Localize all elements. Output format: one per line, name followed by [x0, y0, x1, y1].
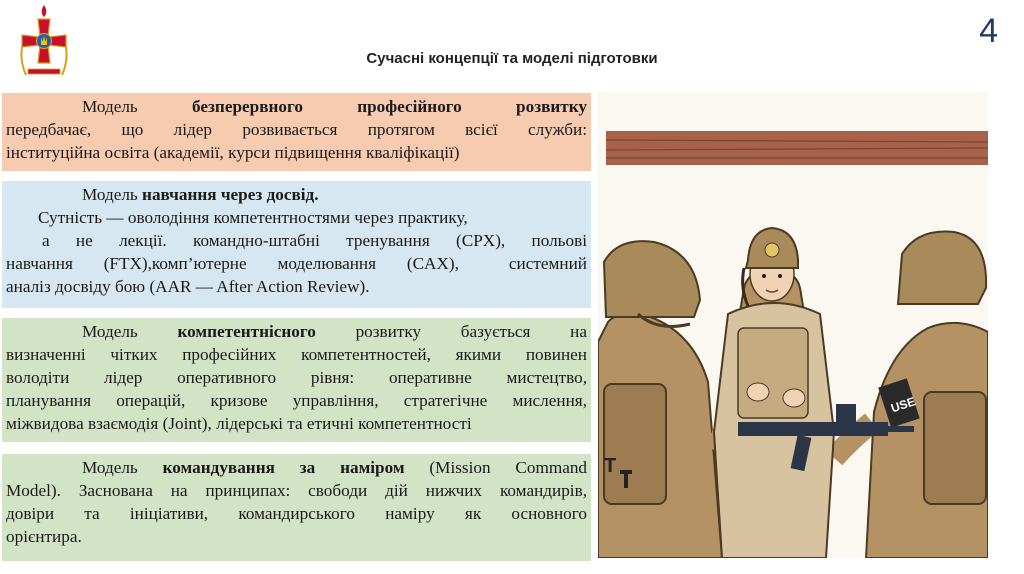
block-line: володіти лідер оперативного рівня: оперативне мистецтво,: [6, 368, 587, 387]
block-emphasis: безперервного професійного розвитку: [192, 97, 587, 116]
block-emphasis: командування за наміром: [162, 458, 405, 477]
block-emphasis: навчання через досвід.: [142, 185, 319, 204]
block-line: а не лекції. командно-штабні тренування (CPX), польові: [42, 231, 587, 250]
experience-learning-block: [2, 181, 591, 308]
block-line: Сутність — оволодіння компетентностями через практику,: [38, 208, 468, 227]
block-text: Модель: [82, 458, 163, 477]
continuous-development-block: [2, 93, 591, 171]
competency-development-block: [2, 318, 591, 442]
vest-letter: T: [604, 455, 617, 477]
block-text: Модель: [82, 97, 193, 116]
mission-command-block: [2, 454, 591, 561]
block-line: [6, 252, 587, 275]
emblem-logo: [12, 5, 76, 85]
block-line: передбачає, що лідер розвивається протягом всієї служби:: [6, 120, 587, 139]
block-text: навчання (FTX),комп’ютерне моделювання (CAX),: [6, 254, 459, 273]
shoulder-patch-text: USE: [889, 394, 918, 416]
block-line: орієнтира.: [6, 527, 82, 546]
block-line: планування операцій, кризове управління, стратегічне мислення,: [6, 391, 587, 410]
block-line: [6, 456, 587, 479]
block-text: Модель: [82, 185, 143, 204]
block-text: системний: [508, 254, 587, 273]
block-text: Модель: [82, 322, 178, 341]
block-line: [6, 320, 587, 343]
slide-number: 4: [979, 12, 998, 50]
emblem-flame: [42, 5, 47, 17]
block-text: (Mission Command: [404, 458, 588, 477]
block-line: аналіз досвіду бою (AAR — After Action Review).: [6, 277, 370, 296]
block-line: визначенні чітких професійних компетентностей, якими повинен: [6, 345, 587, 364]
block-line: міжвидова взаємодія (Joint), лідерські та етичні компетентності: [6, 414, 472, 433]
block-emphasis: компетентнісного: [177, 322, 316, 341]
block-line: інституційна освіта (академії, курси підвищення кваліфікації): [6, 143, 460, 162]
block-line: довіри та ініціативи, командирського наміру як основного: [6, 504, 587, 523]
wooden-beam: [606, 131, 988, 165]
block-text: розвитку базується на: [315, 322, 587, 341]
block-line: Model). Заснована на принципах: свободи дій нижчих командирів,: [6, 481, 587, 500]
block-line: [6, 183, 587, 206]
page-title: Сучасні концепції та моделі підготовки: [366, 50, 658, 67]
block-line: [6, 95, 587, 118]
soldiers-illustration: [598, 92, 988, 558]
